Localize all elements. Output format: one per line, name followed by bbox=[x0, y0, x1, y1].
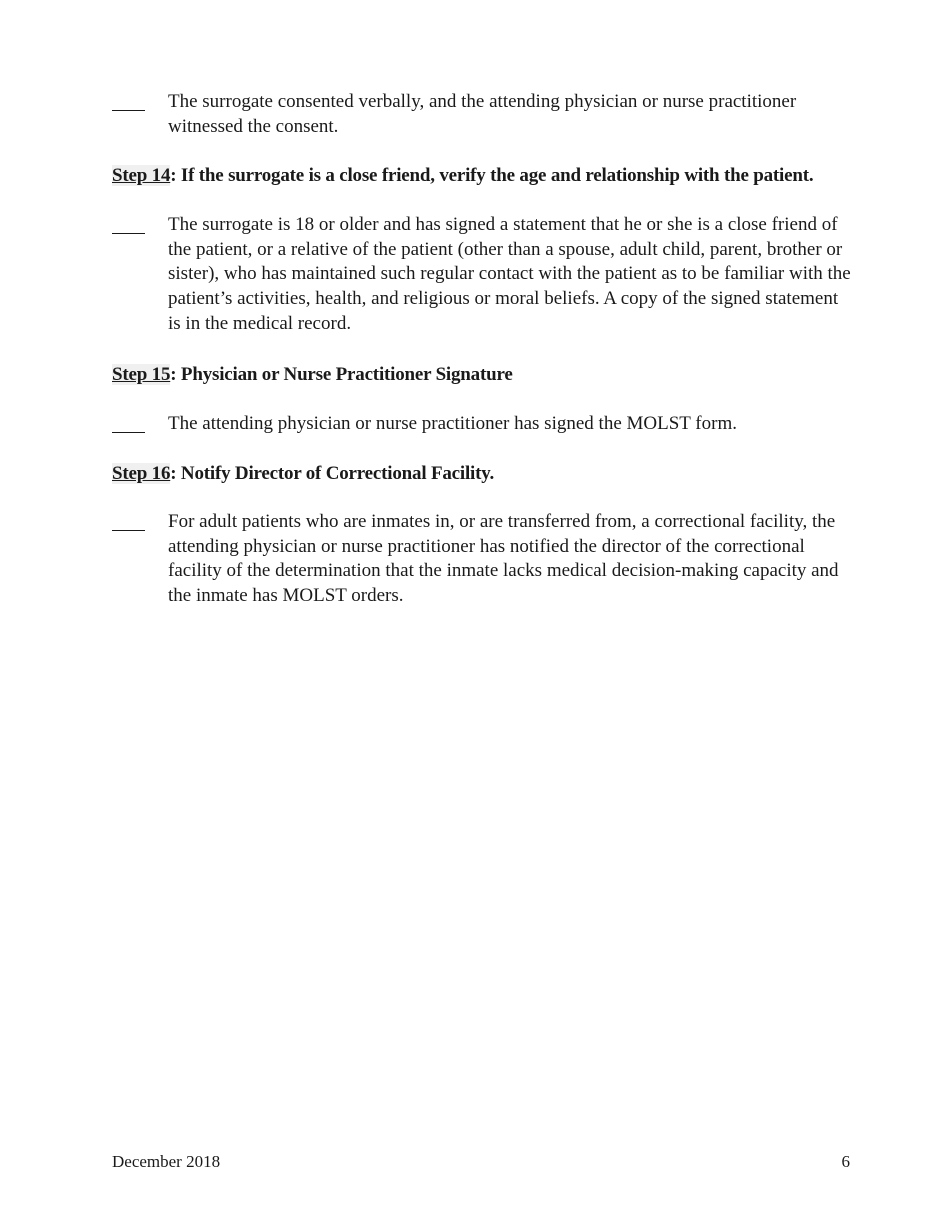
footer-date: December 2018 bbox=[112, 1152, 221, 1171]
step-label: Step 16 bbox=[112, 463, 171, 484]
checklist-item-text: The surrogate consented verbally, and the attending physician or nurse practitioner witnessed the consent. bbox=[168, 91, 797, 137]
checklist-item-signature bbox=[112, 412, 852, 437]
step-title: : Notify Director of Correctional Facility. bbox=[170, 463, 495, 484]
page-number: 6 bbox=[841, 1152, 850, 1171]
step-16-heading bbox=[112, 462, 872, 486]
checklist-item-text: The surrogate is 18 or older and has signed a statement that he or she is a close friend of the patient, or a relative of the patient (other than a spouse, adult child, parent, brother or sister), who has maintained such regular contact with the patient as to be familiar with the patient’s activities, health, and religious or moral beliefs. A copy of the signed statement is in the medical record. bbox=[168, 214, 851, 334]
checklist-item-text: The attending physician or nurse practitioner has signed the MOLST form. bbox=[168, 413, 737, 434]
checklist-item-close-friend bbox=[112, 213, 852, 337]
step-14-heading bbox=[112, 164, 872, 188]
checklist-item-verbal-consent bbox=[112, 90, 852, 139]
checkbox-blank-line[interactable] bbox=[112, 90, 168, 139]
checklist-item-correctional bbox=[112, 510, 852, 609]
step-15-heading bbox=[112, 363, 872, 387]
checkbox-blank-line[interactable] bbox=[112, 213, 168, 337]
checkbox-blank-line[interactable] bbox=[112, 412, 168, 437]
checkbox-blank-line[interactable] bbox=[112, 510, 168, 609]
step-label: Step 15 bbox=[112, 364, 171, 385]
checklist-item-text: For adult patients who are inmates in, or are transferred from, a correctional facility, the attending physician or nurse practitioner has notified the director of the correctional facility of the determination that the inmate lacks medical decision-making capacity and the inmate has MOLST orders. bbox=[168, 511, 839, 607]
step-title: : If the surrogate is a close friend, verify the age and relationship with the patient. bbox=[170, 165, 814, 186]
step-label: Step 14 bbox=[112, 165, 171, 186]
step-title: : Physician or Nurse Practitioner Signature bbox=[170, 364, 513, 385]
